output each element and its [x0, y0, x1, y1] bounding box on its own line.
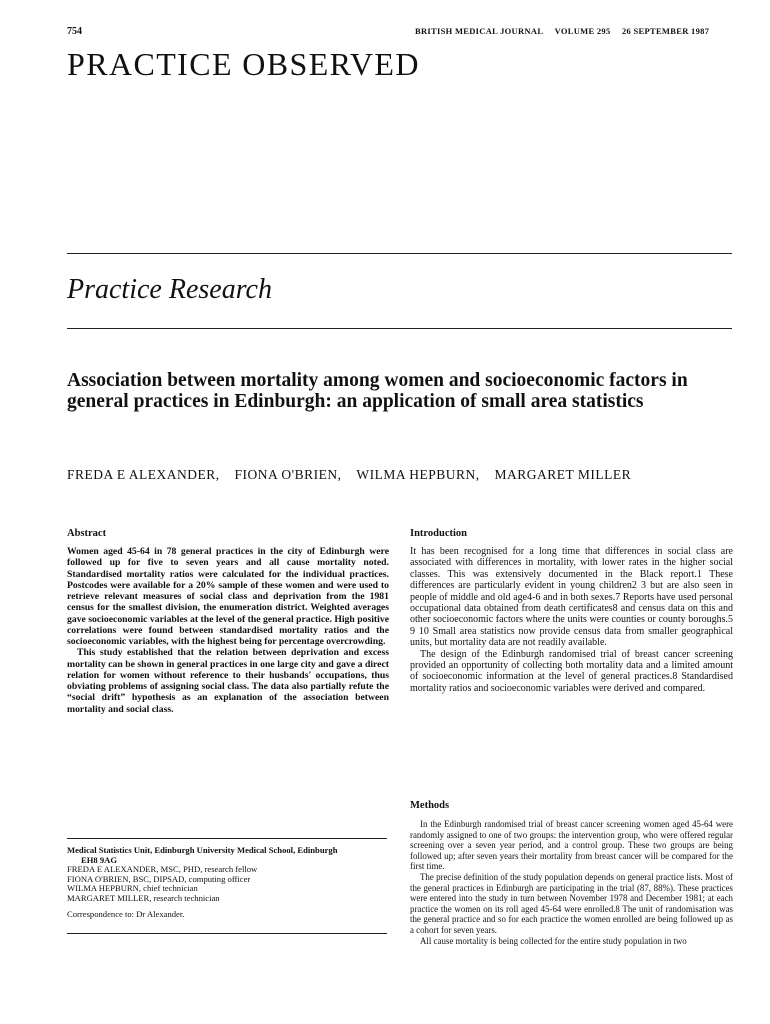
- affiliation-block: [67, 846, 389, 919]
- page-number: 754: [67, 26, 82, 37]
- running-header: [415, 26, 709, 36]
- author-affiliation: WILMA HEPBURN, chief technician: [67, 883, 198, 894]
- abstract-paragraph: Women aged 45-64 in 78 general practices in the city of Edinburgh were followed up for five to seven years and all cause mortality noted. Standardised mortality ratios were calculated for the individual practices. Postcodes were available for a 20% sample of these women and were used to retrieve relevant measures of social class and deprivation from the 1981 census for the smallest division, the enumeration district. Weighted averages gave socioeconomic variables at the level of the general practice. High positive correlations were found between standardised mortality ratios and the socioeconomic variables, with the highest being for percentage overcrowding.: [67, 546, 389, 647]
- journal-volume: VOLUME 295: [554, 26, 611, 36]
- institution: Medical Statistics Unit, Edinburgh University Medical School, Edinburgh: [67, 845, 338, 855]
- journal-name: BRITISH MEDICAL JOURNAL: [415, 26, 544, 36]
- methods-paragraph: In the Edinburgh randomised trial of breast cancer screening women aged 45-64 were randomly assigned to one of two groups: the intervention group, who were offered regular screening over a seven year period, and a control group. These two groups are being followed up; after seven years their mortality from breast cancer will be compared for the first time.: [410, 819, 733, 872]
- author-affiliation: FREDA E ALEXANDER, MSC, PHD, research fellow: [67, 864, 258, 875]
- author-list: [67, 467, 631, 483]
- introduction-body: [410, 546, 733, 694]
- introduction-paragraph: It has been recognised for a long time that differences in social class are associated with differences in mortality, with lower rates in the higher social classes. This was extensively documented in the Black report.1 These differences are particularly evident in young children2 3 but are also seen in people of middle and old age4-6 and in both sexes.7 Reports have used personal occupational data obtained from death certificates8 and census data on this and other socioeconomic factors where the units were counties or county boroughs.5 9 10 Small area statistics now provide census data from smaller geographical units, but mortality data are not readily available.: [410, 546, 733, 649]
- correspondence: Correspondence to: Dr Alexander.: [67, 908, 185, 919]
- author: FIONA O'BRIEN,: [234, 467, 342, 482]
- affiliation-rule-bottom: [67, 933, 387, 934]
- issue-date: 26 SEPTEMBER 1987: [621, 26, 710, 36]
- author-affiliation: FIONA O'BRIEN, BSC, DIPSAD, computing officer: [67, 873, 251, 884]
- methods-paragraph: All cause mortality is being collected for the entire study population in two: [420, 935, 687, 946]
- divider-top: [67, 253, 732, 254]
- abstract-heading: Abstract: [67, 528, 107, 539]
- abstract-paragraph: This study established that the relation between deprivation and excess mortality can be shown in general practices in one large city and gave a direct relation for women without reference to their husbands' occupations, thus obviating problems of assigning social class. The data also partially refute the “social drift” hypothesis as an explanation of the association between mortality and social class.: [67, 647, 389, 715]
- author: WILMA HEPBURN,: [356, 467, 480, 482]
- author-affiliation: MARGARET MILLER, research technician: [67, 892, 220, 903]
- introduction-heading: Introduction: [410, 528, 467, 539]
- abstract-body: [67, 546, 389, 715]
- subsection-title: Practice Research: [67, 274, 272, 305]
- section-title: PRACTICE OBSERVED: [67, 46, 420, 82]
- methods-heading: Methods: [410, 800, 450, 811]
- methods-paragraph: The precise definition of the study population depends on general practice lists. Most of the general practices in Edinburgh are participating in the trial (87, 88%). These practices were entered into the study in turn between November 1978 and December 1981; at each practice the women on its roll aged 45-64 were enrolled.8 The unit of randomisation was the general practice and so for each practice the women enrolled are being followed up as a cohort for seven years.: [410, 871, 733, 935]
- author: MARGARET MILLER: [494, 467, 632, 482]
- methods-body: [410, 819, 733, 946]
- author: FREDA E ALEXANDER,: [67, 467, 220, 482]
- affiliation-rule-top: [67, 838, 387, 839]
- divider-bottom: [67, 328, 732, 329]
- article-title: Association between mortality among women and socioeconomic factors in general practices in Edinburgh: an application of small area statistics: [67, 370, 688, 412]
- institution-postcode: EH8 9AG: [81, 854, 118, 865]
- introduction-paragraph: The design of the Edinburgh randomised trial of breast cancer screening provided an opportunity of collecting both mortality data and a limited amount of socioeconomic information at the level of general practices.8 Standardised mortality ratios and socioeconomic variables were derived and compared.: [410, 648, 733, 694]
